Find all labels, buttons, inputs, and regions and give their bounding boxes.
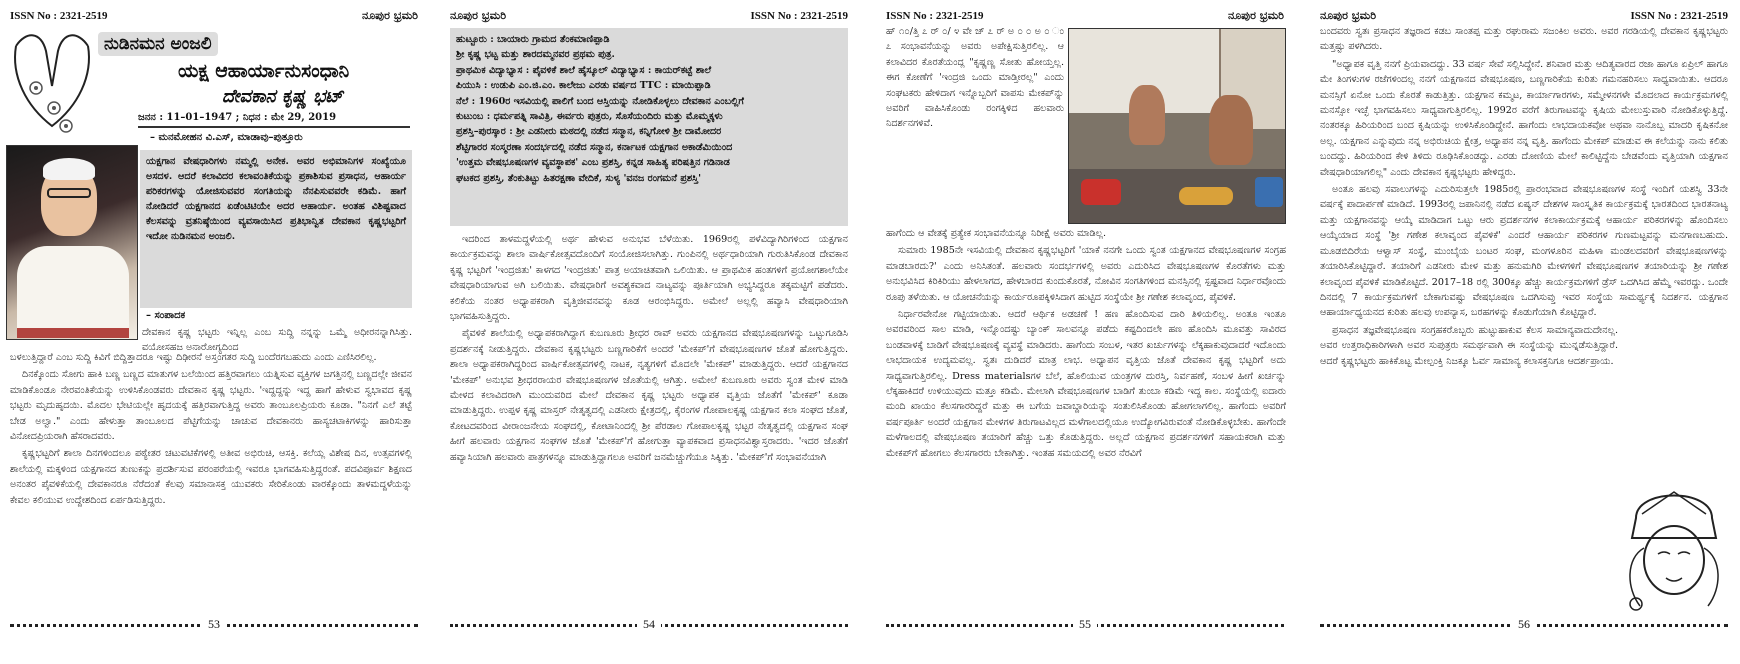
issn-label: ISSN No : 2321-2519 (10, 10, 108, 22)
workshop-photo (1068, 28, 1286, 224)
paragraph: ಹ್ ೧೦/ತ್ತಿ ೭ ರ್ ೦/ ೪ ವೇ ಜ್ ೭ ರ್ ಅ ೦ ೦ ಅ ೦ ಂ ೭ ಸಂಭಾವನೆಯನ್ನು ಅವರು ಅಪೇಕ್ಷಿಸುತ್ತಿರಲಿಲ್ಲ. ಆ ಕಲಾವಿದರ ಕೊರತೆಯಂದ್ಲ "ಕೃಷ್ಣಣ್ಣ ಸೋತು ಹೋಯ್ತಲ್ಲ. ಈಗ ಕೋಣೆಗೆ 'ಇಂದ್ರಜಿ ಒಂದು ಮಾಡ್ತೀರಲ್ಲ" ಎಂದು ಸಂಘಟಕರು ಹೇಳಿದಾಗ ಇನ್ನೊಬ್ಬರಿಗೆ ವಾಪಸು ಮೇಕಪ್‌ನ್ನು ಅವರಿಗೆ ವಾಹಿಸಿಕೊಂಡು ರಂಗಕ್ಕಿಳಿದ ಹಲವಾರು ನಿದರ್ಶನಗಳಿವೆ. (886, 26, 1064, 130)
biodata-line: ಹುಟ್ಟೂರು : ಬಾಯಾರು ಗ್ರಾಮದ ತೆಂಕಮಾಣಿಪ್ಪಾಡಿ (456, 34, 610, 45)
author-credit: – ಮನಮೋಹನ ವಿ.ಎಸ್, ಮಾಡಾವು–ಪುತ್ತೂರು (150, 132, 303, 143)
paragraph: ಇದರಿಂದ ತಾಳಮದ್ದಳೆಯಲ್ಲಿ ಅರ್ಥ ಹೇಳುವ ಅನುಭವ ಬೆಳೆಯಿತು. 1969ರಲ್ಲಿ ಪಳೆವಿದ್ಯಾಗಿರಿಗಳಿಂದ ಯಕ್ಷಗಾನ ಕಾರ್ಯಕ್ರಮವನ್ನು ಶಾಲಾ ವಾರ್ಷಿಕೋತ್ಸವದೊಂದಿಗೆ ಸಂಯೋಜಿಸಲಾಗಿತ್ತು. ಗುಂಪಿನಲ್ಲಿ ಅರ್ಥಧಾರಿಯಾಗಿ ಗುರುತಿಸಿಕೊಂಡ ದೇವಕಾನ ಕೃಷ್ಣ ಭಟ್ಟರಿಗೆ 'ಇಂದ್ರಜಿತು' ಕಾಳಗದ 'ಇಂದ್ರಜಿತು' ಪಾತ್ರ ಅಯಾಚಿತವಾಗಿ ಒಲಿಯಿತು. ಆ ಪ್ರಾಥಮಿಕ ಹಂತಗಳಿಗೆ ಪ್ರಯೋಗಶಾಲೆಯೇ ವೇಷಧಾರಿಯಾಗುವ ಅಗಿ ಬಲಿಯಿತು. ವೇಷಧಾರಿಗೆ ಅವಶ್ಯಕವಾದ ನಾಟ್ಯವನ್ನು ಪೂರ್ತಿಯಾಗಿ ಅಭ್ಯಸಿದ್ದರೂ ತಕ್ಕಮಟ್ಟಿಗೆ ಪಡೆದರು. ಕಲಿಕೆಯ ನಂತರ ಅಧ್ಯಾಪಕರಾಗಿ ವೃತ್ತಿಜೀವನವನ್ನು ಕೂಡ ಆರಂಭಿಸಿದ್ದರು. ಅಮೇಲೆ ಅಲ್ಲಲ್ಲಿ ಹವ್ಯಾಸಿ ವೇಷಧಾರಿಯಾಗಿ ಭಾಗವಹಿಸುತ್ತಿದ್ದರು. (450, 234, 848, 323)
page-number: 56 (1512, 617, 1536, 632)
page-number: 54 (637, 617, 661, 632)
editor-intro-box (140, 150, 412, 308)
side-column-text (886, 24, 1064, 134)
paragraph: ಬಂದವರು ಸ್ವತಃ ಪ್ರಸಾಧನ ತಜ್ಞರಾದ ಕಡಬ ಸಾಂತಪ್ಪ ಮತ್ತು ರಘುರಾಮ ಸಜಂಕಿಲ ಅವರು. ಅವರ ಗರಡಿಯಲ್ಲಿ ದೇವಕಾನ ಕೃಷ್ಣಭಟ್ಟರು ಮತ್ತಷ್ಟು ಪಳಗಿದರು. (1320, 26, 1728, 53)
paragraph: ಕೃಷ್ಣಭಟ್ಟರಿಗೆ ಶಾಲಾ ದಿನಗಳಿಂದಲೂ ಪಠ್ಯೇತರ ಚಟುವಟಿಕೆಗಳಲ್ಲಿ ಅತೀವ ಅಭಿರುಚಿ, ಆಸಕ್ತಿ. ಕಲೆಯ್ಲ ವಿಶೇಷ ದಿನ, ಉತ್ಸವಗಳಲ್ಲಿ ಶಾಲೆಯಲ್ಲಿ ಮಕ್ಕಳಿಂದ ಯಕ್ಷಗಾನದ ತುಣುಕನ್ನು ಪ್ರದರ್ಶಿಸುವ ಪರಂಪರೆಯಲ್ಲಿ ಇವರೂ ಭಾಗವಹಿಸುತ್ತಿದ್ದರಂತೆ. ಪದವಿಪೂರ್ವ ಶಿಕ್ಷಣದ ಅನಂತರ ಪೈವಳಿಕೆಯಲ್ಲಿ ದೇವಕಾನರೂ ನೆರೆದಂತೆ ಕೆಲವು ಸಮಾನಾಸಕ್ತ ಯುವಕರು ಸೇರಿಕೊಂಡು ವಾರಕ್ಕೊಂದು ತಾಳಮದ್ದಳೆಯನ್ನು ಕೇವಲ ಕಲಿಯುವ ಉದ್ದೇಶದಿಂದ ಏರ್ಪಡಿಸುತ್ತಿದ್ದರು. (10, 448, 412, 506)
folded-hands-illustration (6, 26, 98, 146)
biodata-line: ಪ್ರಶಸ್ತಿ–ಪುರಸ್ಕಾರ : ಶ್ರೀ ಎಡನೀರು ಮಠದಲ್ಲಿ ನಡೆದ ಸನ್ಮಾನ, ಕನ್ನಿಗೋಳಿ ಶ್ರೀ ದಾಮೋದರ (456, 126, 722, 138)
portrait-photo (6, 145, 138, 340)
yakshagana-face-illustration (1616, 478, 1732, 618)
page-header (10, 8, 418, 24)
biodata-line: ಘಟಕದ ಪ್ರಶಸ್ತಿ, ತೆಂಕುತಿಟ್ಟು ಹಿತರಕ್ಷಣಾ ವೇದಿಕೆ, ಸುಳ್ಯ 'ವನಜ ರಂಗಮನೆ ಪ್ರಶಸ್ತಿ' (456, 172, 702, 184)
biodata-line: ಕುಟುಂಬ : ಧರ್ಮಪತ್ನಿ ಸಾವಿತ್ರಿ, ಈರ್ವರು ಪುತ್ರರು, ಸೊಸೆಯಂದಿರು ಮತ್ತು ಮೊಮ್ಮಕ್ಕಳು (456, 111, 723, 123)
page-header (886, 8, 1284, 24)
body-text (1320, 24, 1728, 371)
page-56 (1310, 0, 1740, 664)
paragraph: ಬಳಲುತ್ತಿದ್ದಾರೆ ಎಂಬ ಸುದ್ದಿ ಕಿವಿಗೆ ಬಿದ್ದಿತ್ತಾದರೂ ಇಷ್ಟು ದಿಢೀರನೆ ಅಸ್ತಂಗತರ ಸುದ್ದಿ ಬಂದೆರಗಬಹುದು ಎಂದು ಎಣಿಸಿರಲಿಲ್ಲ. (10, 352, 377, 363)
title-divider (138, 126, 410, 128)
issn-label: ISSN No : 2321-2519 (886, 10, 984, 22)
page-header (450, 8, 848, 24)
page-footer (450, 617, 848, 642)
issn-label: ISSN No : 2321-2519 (750, 10, 848, 22)
page-number: 53 (202, 617, 226, 632)
paragraph: ನಿರ್ಧಾರವೇನೋ ಗಟ್ಟಿಯಾಯಿತು. ಆದರೆ ಆರ್ಥಿಕ ಅಡಚಣೆ ! ಹಣ ಹೊಂದಿಸುವ ದಾರಿ ತಿಳಿಯಲಿಲ್ಲ. ಅಂತೂ ಇಂತೂ ಅವರವರಿಂದ ಸಾಲ ಮಾಡಿ, ಇನ್ನೊಂದಷ್ಟು ಬ್ಯಾಂಕ್ ಸಾಲವನ್ನೂ ಪಡೆದು ಕಷ್ಟದಿಂದಲೇ ಹಣ ಹೊಂದಿಸಿ ಮೂವತ್ತು ಸಾವಿರದ ಬಂಡವಾಳಕ್ಕೆ ಬಾಡಿಗೆ ವೇಷಭೂಷಣಕ್ಕೆ ವ್ಯವಸ್ಥೆ ಮಾಡಿದರು. ಹಾಗೆಂದು ಸಂಬಳ, ಇತರ ಖರ್ಚುಗಳನ್ನು ಲೆಕ್ಕಹಾಕುವುದಾದರೆ ಇದೊಂದು ಲಾಭದಾಯಕ ಉದ್ಯಮವಲ್ಲ. ಸ್ವತಃ ದುಡಿದರೆ ಮಾತ್ರ ಲಾಭ. ಅಧ್ಯಾಪನ ವೃತ್ತಿಯ ಜೊತೆ ದೇವಕಾನ ಕೃಷ್ಣ ಭಟ್ಟರಿಗೆ ಅದು ಸಾಧ್ಯವಾಗುತ್ತಿರಲಿಲ್ಲ. Dress materialsಗಳ ಬೆಲೆ, ಹೊಲಿಯುವ ಯಂತ್ರಗಳ ದುರಸ್ತಿ, ನಿರ್ವಹಣೆ, ಸಂಬಳ ಹೀಗೆ ಖರ್ಚನ್ನು ಲೆಕ್ಕಹಾಕಿದರೆ ಉಳಿಯುವುದು ಮತ್ತೂ ಕಡಿಮೆ. ಮೇಲಾಗಿ ವೇಷಭೂಷಣಗಳ ಬಾಡಿಗೆ ತುಂಬಾ ಕಡಿಮೆ ಇದ್ದ ಕಾಲ. ಸಂಸ್ಥೆಯಲ್ಲಿ ಐದಾರು ಮಂದಿ ಖಾಯಂ ಕೆಲಸಗಾರರಿದ್ದರೆ ಮತ್ತು ಈ ಬಗೆಯ ಜವಾಬ್ದಾರಿಯನ್ನು ಸಂತುಲಿಸಿಕೊಂಡು ಹೋಗಲಾಗಲಿಲ್ಲ. ಹಾಗೆಂದು ಅವರಿಗೆ ವರ್ಷಪೂರ್ತಿ ಅಂದರೆ ಯಕ್ಷಗಾನ ಮೇಳಗಳ ತಿರುಗಾಟವಿಲ್ಲದ ಮಳೆಗಾಲದಲ್ಲಿಯೂ ಉದ್ಯೋಗವಿರುವಂತೆ ನೋಡಿಕೊಳ್ಳಬೇಕು. ಹಾಗೆಂದೇ ಮಳೆಗಾಲದಲ್ಲಿ ವೇಷಭೂಷಣ ತಯಾರಿಗೆ ಹೆಚ್ಚು ಒತ್ತು ಕೊಡುತ್ತಿದ್ದರು. ಅಲ್ಲದೆ ಯಕ್ಷಗಾನ ಪ್ರದರ್ಶನಗಳಿಗೆ ಸಹಾಯಕರಾಗಿ ಮತ್ತು ಮೇಕಪ್‌ಗೆ ಹೋಗಲು ಕೆಲಸಗಾರರು ಬೇಕಾಗಿತ್ತು. ಇಂತಹ ಸಮಯದಲ್ಲಿ ಅವರ ನೆರವಿಗೆ (886, 309, 1286, 459)
page-55 (876, 0, 1296, 664)
magazine-name: ನೂಪುರ ಭ್ರಮರಿ (361, 9, 418, 22)
magazine-name: ನೂಪುರ ಭ್ರಮರಿ (1227, 9, 1284, 22)
biodata-box (450, 28, 848, 226)
body-text (450, 232, 848, 465)
paragraph: ಪ್ರಸಾಧನ ತಜ್ಞವೇಷಭೂಷಣ ಸಂಗ್ರಹಕರೊಬ್ಬರು ಹುಟ್ಟುಹಾಕುವ ಕೆಲಸ ಸಾಮಾನ್ಯವಾದುದೇನಲ್ಲ. ಅವರ ಉತ್ತರಾಧಿಕಾರಿಗಳಾಗಿ ಅವರ ಸುಪುತ್ರರು ಸಮರ್ಥವಾಗಿ ಈ ಸಂಸ್ಥೆಯನ್ನು ಮುನ್ನಡೆಸುತ್ತಿದ್ದಾರೆ. ಆದರೆ ಕೃಷ್ಣಭಟ್ಟರು ಹಾಕಿಕೊಟ್ಟ ಮೇಲ್ಪಂಕ್ತಿ ನಿಜಕ್ಕೂ ಓರ್ವ ಸಾಮಾನ್ಯ ಕಲಾಸಕ್ತನಿಗೂ ಆದರ್ಶಪ್ರಾಯ. (1320, 324, 1618, 367)
section-title: ನುಡಿನಮನ ಅಂಜಲಿ (98, 32, 218, 56)
paragraph: ಹಾಗೆಂದು ಆ ವೇತಕ್ಕೆ ಪ್ರತ್ಯೇಕ ಸಂಭಾವನೆಯನ್ನೂ ನಿರೀಕ್ಷೆ ಅವರು ಮಾಡಿಲ್ಲ. (886, 228, 1107, 239)
paragraph: "ಅಧ್ಯಾಪಕ ವೃತ್ತಿ ನನಗೆ ಪ್ರಿಯವಾದದ್ದು. 33 ವರ್ಷ ಸೇವೆ ಸಲ್ಲಿಸಿದ್ದೇನೆ. ಶನಿವಾರ ಮತ್ತು ಆದಿತ್ಯವಾರದ ರಜಾ ಹಾಗೂ ಏಪ್ರಿಲ್ ಹಾಗೂ ಮೇ ತಿಂಗಳುಗಳ ರಜೆಗಳಿಂದಲ್ಲ ನನಗೆ ಯಕ್ಷಗಾನದ ವೇಷಭೂಷಣ, ಬಣ್ಣಗಾರಿಕೆಯ ಕುರಿತು ಗಮನಹರಿಸಲು ಸಾಧ್ಯವಾಯಿತು. ಆದರೂ ಮನಸ್ಸಿಗೆ ಏನೋ ಒಂದು ಕೊರತೆ ಕಾಡುತ್ತಿತ್ತು. ಯಕ್ಷಗಾನ ಕಮ್ಮಟ, ಕಾರ್ಯಾಗಾರಗಳು, ಸಮ್ಮೇಳನಗಳೇ ಮೊದಲಾದ ಕಾರ್ಯಕ್ರಮಗಳಲ್ಲಿ ಮನಸ್ಸೋ ಇಚ್ಛೆ ಭಾಗವಹಿಸಲು ಸಾಧ್ಯವಾಗುತ್ತಿರಲಿಲ್ಲ. 1992ರ ವರೆಗೆ ತಿರುಗಾಟವನ್ನು ಕೃಷಿಯ ಮೇಲುಸ್ತುವಾರಿ ನೋಡಿಕೊಳ್ಳುತ್ತಿದ್ದೆ. ನಂತರಕ್ಕೂ ಹಿರಿಯರಿಂದ ಬಂದ ಕೃಷಿಯನ್ನು ಉಳಿಸಿಕೊಂಡಿದ್ದೇನೆ. ಹಾಗೆಂದು ಲಾಭದಾಯಕವೋ ಅಥವಾ ನಾನೊಬ್ಬ ಮಾದರಿ ಕೃಷಿಕನೋ ಅಲ್ಲ. ಯಕ್ಷಗಾನ ಎನ್ನುವುದು ನನ್ನ ಅಭಿರುಚಿಯ ಕ್ಷೇತ್ರ, ಅಧ್ಯಾಪನ ನನ್ನ ವೃತ್ತಿ. ಹಾಗೆಂದು ಮೇಕಪ್ ಮಾಡುವ ಈ ಕಲೆಯನ್ನು ನಾನು ಕಲಿತು ಬಂದದ್ದು. ಹಿರಿಯರಿಂದ ಕೇಳಿ ತಿಳಿದು ರೂಢಿಸಿಕೊಂಡದ್ದು. ಎರಡು ದೋಣಿಯ ಮೇಲೆ ಕಾಲಿಟ್ಟಿದ್ದೆನು ಬೇಡವೆಂದು ವೃತ್ತಿಯಾಗಿ ಯಕ್ಷಗಾನ ವೇಷಧಾರಿಯಾಗಲಿಲ್ಲ" ಎಂದು ದೇವಕಾನ ಕೃಷ್ಣಭಟ್ಟರು ಹೇಳಿದ್ದರು. (1320, 58, 1728, 178)
body-text (886, 226, 1286, 463)
biodata-line: ಪಿಯುಸಿ : ಉಡುಪಿ ಎಂ.ಜಿ.ಎಂ. ಕಾಲೇಜು ಎರಡು ವರ್ಷದ TTC : ಮಾಯಿಪ್ಪಾಡಿ (456, 80, 711, 92)
article-subtitle: ದೇವಕಾನ ಕೃಷ್ಣ ಭಟ್ (222, 86, 343, 107)
issn-label: ISSN No : 2321-2519 (1630, 10, 1728, 22)
page-footer (10, 617, 418, 642)
biodata-line: 'ಉತ್ತಮ ವೇಷಭೂಷಣಗಳ ವ್ಯವಸ್ಥಾಪಕ' ಎಂಬ ಪ್ರಶಸ್ತಿ, ಕನ್ನಡ ಸಾಹಿತ್ಯ ಪರಿಷತ್ತಿನ ಗಡಿನಾಡ (456, 157, 730, 169)
paragraph: ದೇವಕಾನ ಕೃಷ್ಣ ಭಟ್ಟರು ಇನ್ನಿಲ್ಲ ಎಂಬ ಸುದ್ದಿ ನನ್ನನ್ನು ಒಮ್ಮೆ ಅಧೀರನನ್ನಾಗಿಸಿತ್ತು. ವಯೋಸಹಜ ಅನಾರೋಗ್ಯದಿಂದ (142, 327, 412, 354)
paragraph: ಸುಮಾರು 1985ನೇ ಇಸವಿಯಲ್ಲಿ ದೇವಕಾನ ಕೃಷ್ಣಭಟ್ಟರಿಗೆ 'ಯಾಕೆ ನನಗೇ ಒಂದು ಸ್ವಂತ ಯಕ್ಷಗಾನದ ವೇಷಭೂಷಣಗಳ ಸಂಗ್ರಹ ಮಾಡಬಾರದು?' ಎಂದು ಅನಿಸಿತಂತೆ. ಹಲವಾರು ಸಂದರ್ಭಗಳಲ್ಲಿ ಅವರು ಎದುರಿಸಿದ ವೇಷಭೂಷಣಗಳ ಕೊರತೆಗಳು ಮತ್ತು ಅನುಭವಿಸಿದ ಕಿರಿಕಿರಿಯು ಹೇಳಲಾಗದ, ಹೇಳಬಾರದ ಕುಂದುಕೊರತೆ, ನೋವಿನ ಸಂಗತಿಗಳಿಂದ ಮನಸ್ಸಿನಲ್ಲಿ ಸ್ಪಷ್ಟವಾದ ನಿರ್ಧಾರವೊಂದು ರೂಪು ತಳೆಯಿತು. ಆ ಯೋಚನೆಯನ್ನು ಕಾರ್ಯರೂಪಕ್ಕಿಳಿಸಿದಾಗ ಹುಟ್ಟಿದ ಸಂಸ್ಥೆಯೇ ಶ್ರೀ ಗಣೇಶ ಕಲಾವೃಂದ, ಪೈವಳಿಕೆ. (886, 245, 1286, 303)
birth-death-dates: ಜನನ : 11–01–1947 ; ನಿಧನ : ಮೇ 29, 2019 (138, 112, 337, 123)
paragraph: ದಿನಕ್ಕೊಂದು ಸೋಗು ಹಾಕಿ ಬಣ್ಣ ಬಣ್ಣದ ಮಾತುಗಳ ಬಲೆಯಿಂದ ಹತ್ತಿರವಾಗಲು ಯತ್ನಿಸುವ ವ್ಯಕ್ತಿಗಳ ಜಗತ್ತಿನಲ್ಲಿ ಬಣ್ಣದಲ್ಲೇ ಜೀವನ ಮಾಡಿಕೊಂಡೂ ನೇರವಂತಿಕೆಯನ್ನು ಉಳಿಸಿಕೊಂಡವರು ದೇವಕಾನ ಕೃಷ್ಣ ಭಟ್ಟರು. 'ಇದ್ದದ್ದನ್ನು ಇದ್ದ ಹಾಗೆ ಹೇಳುವ ಸ್ವಭಾವದ ಕೃಷ್ಣ ಭಟ್ಟರು ಮೃದುಹೃದಯಿ. ಮೊದಲ ಭೇಟಿಯಲ್ಲೇ ಹೃದಯಕ್ಕೆ ಹತ್ತಿರವಾಗುತ್ತಿದ್ದ ಅವರು ತಾಂಬೂಲಪ್ರಿಯರು ಕೂಡಾ. "ನಿನಗೆ ಎಲೆ ತಟ್ಟೆ ಬೇಡ ಅಲ್ವಾ." ಎಂದು ಹೇಳುತ್ತಾ ತಾಂಬೂಲದ ಪೆಟ್ಟಿಗೆಯನ್ನು ಚಾಚುವ ದೇವಕಾನರು ಹಾಸ್ಯಚಟಾಕಿಗಳನ್ನು ಹಾರಿಸುತ್ತಾ ವಿನೋದಪ್ರಿಯರಾಗಿ ಹೆಸರಾದವರು. (10, 369, 412, 443)
biodata-line: ನೆಲೆ : 1960ರ ಇಸವಿಯಲ್ಲಿ ಪಾಲಿಗೆ ಬಂದ ಆಸ್ತಿಯನ್ನು ನೋಡಿಕೊಳ್ಳಲು ದೇವಕಾನ ಎಂಬಲ್ಲಿಗೆ (456, 95, 744, 107)
article-title: ಯಕ್ಷ ಆಹಾರ್ಯಾನುಸಂಧಾನಿ (178, 60, 350, 82)
intro-text: ಯಕ್ಷಗಾನ ವೇಷಧಾರಿಗಳು ನಮ್ಮಲ್ಲಿ ಅನೇಕ. ಅವರ ಅಭಿಮಾನಿಗಳ ಸಂಖ್ಯೆಯೂ ಅಸದಳ. ಆದರೆ ಕಲಾವಿದರ ಕಲಾವಂತಿಕೆಯನ್ನು ಪ್ರಕಾಶಿಸುವ ಪ್ರಸಾಧನ, ಆಹಾರ್ಯ ಪರಿಕರಗಳನ್ನು ಯೋಜಿಸುವವರ ಸಂಗತಿಯನ್ನು ನೆನಪಿಸುವವರೇ ಕಡಿಮೆ. ಹಾಗೆ ನೋಡಿದರೆ ಯಕ್ಷಗಾನದ ಏಡೆಂಟಿಟಿಯೇ ಅದರ ಆಹಾರ್ಯ. ಅಂತಹ ವಿಶಿಷ್ಟವಾದ ಕೆಲಸವನ್ನು ವ್ರತನಿಷ್ಠೆಯಿಂದ ವ್ಯವಸಾಯಿಸಿದ ಪ್ರತಿಭಾನ್ವಿತ ದೇವಕಾನ ಕೃಷ್ಣಭಟ್ಟರಿಗೆ ಇದೋ ನುಡಿನಮನ ಅಂಜಲಿ. (146, 156, 406, 242)
biodata-line: ಪ್ರಾಥಮಿಕ ವಿದ್ಯಾಭ್ಯಾಸ : ಪೈವಳಿಕೆ ಶಾಲೆ ಹೈಸ್ಕೂಲ್ ವಿದ್ಯಾಭ್ಯಾಸ : ಕಾಯರ್‌ಕಟ್ಟೆ ಶಾಲೆ (456, 64, 712, 76)
paragraph: ಅಂತೂ ಹಲವು ಸವಾಲುಗಳನ್ನು ಎದುರಿಸುತ್ತಲೇ 1985ರಲ್ಲಿ ಪ್ರಾರಂಭವಾದ ವೇಷಭೂಷಣಗಳ ಸಂಸ್ಥೆ ಇಂದಿಗೆ ಯಶಸ್ವಿ 33ನೇ ವರ್ಷಕ್ಕೆ ಪಾದಾರ್ಪಣೆ ಮಾಡಿದೆ. 1993ರಲ್ಲಿ ಜಪಾನಿನಲ್ಲಿ ನಡೆದ ಏಷ್ಯನ್ ದೇಶಗಳ ಸಾಂಸ್ಕೃತಿಕ ಕಾರ್ಯಕ್ರಮಕ್ಕೆ ಭಾರತದಿಂದ ಭಾರತನಾಟ್ಯ ಮತ್ತು ಯಕ್ಷಗಾನವನ್ನು ಆಯ್ಕೆ ಮಾಡಿದಾಗ ಒಟ್ಟು ಆರು ಪ್ರದರ್ಶನಗಳ ಕಲಾಕಾರ್ಯಕ್ರಮಕ್ಕೆ ಆಹಾರ್ಯ ಪರಿಕರಗಳನ್ನು ಹೊಂದಿಸಲು ಆಯ್ಕೆಯಾದ ಸಂಸ್ಥೆ 'ಶ್ರೀ ಗಣೇಶ ಕಲಾವೃಂದ ಪೈವಳಿಕೆ' ಎಂದರೆ ಆಹಾರ್ಯ ಪರಿಕರಗಳ ಗುಣಮಟ್ಟವನ್ನು ಮನಗಾಣಬಹುದು. ಮೂಡಬಿದಿರೆಯ ಆಳ್ವಾಸ್ ಸಂಸ್ಥೆ, ಮುಂಬೈಯ ಬಂಟರ ಸಂಘ, ಮಂಗಳೂರಿನ ಮಹಿಳಾ ಮಂಡಲದವರಿಗೆ ವೇಷಭೂಷಣಗಳನ್ನು ತಯಾರಿಸಿಕೊಟ್ಟಿದ್ದಾರೆ. ತಯಾರಿಗೆ ಎಡನೀರು ಮೇಳ ಮತ್ತು ಹನುಮಗಿರಿ ಮೇಳಗಳಿಗೆ ವೇಷಭೂಷಣಗಳ ತಯಾರಿಯನ್ನು ಶ್ರೀ ಗಣೇಶ ಕಲಾವೃಂದ ಪೈವಳಿಕೆ ಮಾಡಿಕೊಟ್ಟಿದೆ. 2017–18 ರಲ್ಲಿ 300ಕ್ಕೂ ಹೆಚ್ಚು ಕಾರ್ಯಕ್ರಮಗಳಿಗೆ ಡ್ರೆಸ್ ಒದಗಿಸಿದ ಹೆಮ್ಮೆ ಇವರದ್ದು. ಒಂದೇ ದಿನದಲ್ಲಿ 7 ಕಾರ್ಯಕ್ರಮಗಳಿಗೆ ಬೇಕಾಗುವಷ್ಟು ವೇಷಭೂಷಣ ಒದಗಿಸುವ್ತು ಇವರ ಸಂಸ್ಥೆಯ ಸಾಮರ್ಥ್ಯಕ್ಕೆ ನಿದರ್ಶನ. ಯಕ್ಷಗಾನ ಆಹಾರ್ಯಾಧ್ಯಯನದ ಕುರಿತು ಹಲವು ಉಪನ್ಯಾಸ, ಬರಹಗಳನ್ನು ಕೊಡುಗೆಯಾಗಿ ಕೊಟ್ಟಿದ್ದಾರೆ. (1320, 184, 1728, 319)
magazine-name: ನೂಪುರ ಭ್ರಮರಿ (1320, 9, 1377, 22)
page-54 (440, 0, 860, 664)
magazine-name: ನೂಪುರ ಭ್ರಮರಿ (450, 9, 507, 22)
editor-signature: – ಸಂಪಾದಕ (146, 310, 186, 321)
biodata-line: ಶ್ರೀ ಕೃಷ್ಣ ಭಟ್ಟ ಮತ್ತು ಶಾರದಮ್ಮನವರ ಪ್ರಥಮ ಪುತ್ರ. (456, 49, 615, 61)
body-text (10, 350, 412, 510)
page-header (1320, 8, 1728, 24)
page-53 (0, 0, 430, 664)
biodata-line: ಶೆಟ್ಟಿಗಾರರ ಸಂಸ್ಮರಣಾ ಸಂದರ್ಭದಲ್ಲಿ ನಡೆದ ಸನ್ಮಾನ, ಕರ್ನಾಟಕ ಯಕ್ಷಗಾನ ಅಕಾಡೆಮಿಯಿಂದ (456, 141, 733, 153)
page-footer (1320, 617, 1728, 642)
page-footer (886, 617, 1284, 642)
paragraph: ಪೈವಳಿಕೆ ಶಾಲೆಯಲ್ಲಿ ಅಧ್ಯಾಪಕರಾಗಿದ್ದಾಗ ಕುಬಣೂರು ಶ್ರೀಧರ ರಾವ್ ಅವರು ಯಕ್ಷಗಾನದ ವೇಷಭೂಷಣಗಳನ್ನು ಒಟ್ಟುಗೂಡಿಸಿ ಪ್ರದರ್ಶನಕ್ಕೆ ನೀಡುತ್ತಿದ್ದರು. ದೇವಕಾನ ಕೃಷ್ಣಭಟ್ಟರು ಬಣ್ಣಗಾರಿಕೆಗೆ ಅಂದರೆ 'ಮೇಕಪ್'ಗೆ ವೇಷಭೂಷಣಗಳ ಜೊತೆ ಹೋಗುತ್ತಿದ್ದರು. ಶಾಲಾ ಅಧ್ಯಾಪಕರಾಗಿದ್ದರಿಂದ ವಾರ್ಷಿಕೋತ್ಸವಗಳಲ್ಲಿ ನಾಟಕ, ನೃತ್ಯಗಳಿಗೆ ಮೊದಲೇ 'ಮೇಕಪ್' ಮಾಡುತ್ತಿದ್ದರು. ಆದರೆ ಯಕ್ಷಗಾನದ 'ಮೇಕಪ್' ಅನುಭವ ಶ್ರೀಧರರಾಯರ ವೇಷಭೂಷಣಗಳ ಜೊತೆಯಲ್ಲಿ ಆಗಿತ್ತು. ಅಮೇಲೆ ಕುಬಣೂರು ಅವರು ಸ್ವಂತ ಮೇಳ ಮಾಡಿ ಮೇಳದ ಕಲಾವಿದರಾಗಿ ಮುಂದುವರಿದ ಮೇಲೆ ದೇವಕಾನ ಕೃಷ್ಣ ಭಟ್ಟರು ಅಧ್ಯಾಪಕ ವೃತ್ತಿಯ ಜೊತೆಗೆ 'ಮೇಕಪ್' ಕೂಡಾ ಮಾಡುತ್ತಿದ್ದರು. ಉಪ್ಪಳ ಕೃಷ್ಣ ಮಾಸ್ತರ್ ನೇತೃತ್ವದಲ್ಲಿ ಎಡನೀರು ಕ್ಷೇತ್ರದಲ್ಲಿ, ಕೈರಂಗಳ ಗೋಪಾಲಕೃಷ್ಣ ಯಕ್ಷಗಾನ ಕಲಾ ಸಂಘದ ಜೊತೆ, ಕೋಟದವರಿಂದ ವೀರಾಂಜನೇಯ ಸಂಘದಲ್ಲಿ, ಕೋಟಾನಿಂದಲ್ಲಿ ಶ್ರೀ ಪೆರಡಾಲ ಗೋಪಾಲಕೃಷ್ಣ ಭಟ್ಟರ ನೇತೃತ್ವದಲ್ಲಿ ಯಕ್ಷಗಾನ ಸಂಘ ಹೀಗೆ ಹಲವಾರು ಯಕ್ಷಗಾನ ಸಂಘಗಳ ಜೊತೆ 'ಮೇಕಪ್'ಗೆ ಹೋಗುತ್ತಾ ವ್ಯಾಪಕವಾದ ಪ್ರಸಾಧನವಿಶ್ವಾಸ್ತರಾದರು. 'ಇದರ ಜೊತೆಗೆ ಹವ್ಯಾಸಿಯಾಗಿ ಹಲವಾರು ಪಾತ್ರಗಳನ್ನೂ ಮಾಡುತ್ತಿದ್ದಾಗಲೂ ಅವರಿಗೆ ಜನಮೆಚ್ಚುಗೆಯೂ ಸಿಕ್ಕಿತ್ತು. 'ಮೇಕಪ್'ಗೆ ಸಂಭಾವನೆಯಾಗಿ (450, 328, 848, 463)
page-number: 55 (1073, 617, 1097, 632)
